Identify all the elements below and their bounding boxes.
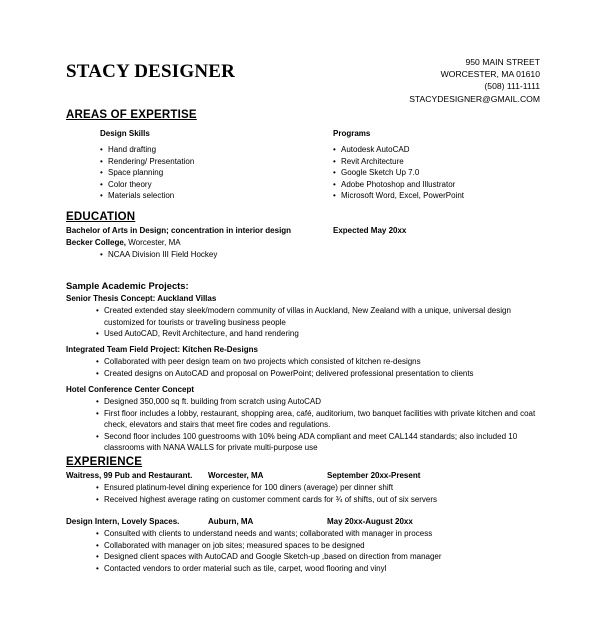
list-item: • Collaborated with manager on job sites; measured spaces to be designed — [96, 540, 442, 552]
list-item: • First floor includes a lobby, restaurant, shopping area, café, auditorium, two banquet facilities with private kitchen and coat check, elevators and stairs that meet fire codes and regulations. — [96, 408, 536, 431]
school-name: Becker College, — [66, 238, 127, 247]
job-location: Worcester, MA — [208, 471, 264, 480]
school-line — [66, 237, 181, 249]
education-heading: EDUCATION — [66, 211, 136, 223]
job-title: Waitress, 99 Pub and Restaurant. — [66, 471, 193, 480]
list-item: • Color theory — [100, 179, 194, 191]
list-item: • Materials selection — [100, 190, 194, 202]
list-item: • Hand drafting — [100, 144, 194, 156]
list-item: • Collaborated with peer design team on two projects which consisted of kitchen re-designs — [96, 356, 474, 368]
senior-project-name: Auckland Villas — [157, 294, 217, 303]
job-dates: September 20xx-Present — [327, 471, 421, 480]
hotel-project-bullets — [96, 396, 536, 454]
list-item: • Created extended stay sleek/modern community of villas in Auckland, New Zealand with a unique, universal design customized for tourists or traveling business people — [96, 305, 516, 328]
list-item: • Consulted with clients to understand needs and wants; collaborated with manager in process — [96, 528, 442, 540]
degree: Bachelor of Arts in Design; concentration in interior design — [66, 226, 292, 235]
job-location: Auburn, MA — [208, 517, 254, 526]
programs-list — [333, 144, 464, 202]
senior-project-bullets — [96, 305, 516, 340]
list-item: • Ensured platinum-level dining experience for 100 diners (average) per dinner shift — [96, 482, 437, 494]
list-item: • Adobe Photoshop and Illustrator — [333, 179, 464, 191]
email[interactable]: STACYDESIGNER@GMAIL.COM — [409, 93, 540, 104]
school-location: Worcester, MA — [128, 238, 181, 247]
senior-project-label: Senior Thesis Concept: — [66, 294, 156, 303]
list-item: • Rendering/ Presentation — [100, 156, 194, 168]
list-item: • Google Sketch Up 7.0 — [333, 167, 464, 179]
team-project-bullets — [96, 356, 474, 379]
team-project-name: Kitchen Re-Designs — [182, 345, 258, 354]
team-project-label: Integrated Team Field Project: — [66, 345, 181, 354]
list-item: • Received highest average rating on customer comment cards for ¾ of shifts, out of six servers — [96, 494, 437, 506]
address: 950 MAIN STREET — [465, 57, 540, 67]
education-bullets — [100, 249, 217, 261]
expected-date: Expected May 20xx — [333, 226, 407, 235]
projects-heading: Sample Academic Projects: — [66, 280, 189, 291]
job-dates: May 20xx-August 20xx — [327, 517, 413, 526]
design-skills-list — [100, 144, 194, 202]
list-item: • Contacted vendors to order material such as tile, carpet, wood flooring and vinyl — [96, 563, 442, 575]
list-item: • Microsoft Word, Excel, PowerPoint — [333, 190, 464, 202]
job-title: Design Intern, Lovely Spaces. — [66, 517, 180, 526]
list-item: • Created designs on AutoCAD and proposal on PowerPoint; delivered professional presentation to clients — [96, 368, 474, 380]
experience-heading: EXPERIENCE — [66, 456, 143, 468]
senior-project-title — [66, 293, 216, 305]
expertise-heading: AREAS OF EXPERTISE — [66, 109, 197, 121]
list-item: • Autodesk AutoCAD — [333, 144, 464, 156]
candidate-name: STACY DESIGNER — [66, 61, 236, 82]
programs-title: Programs — [333, 129, 371, 138]
phone: (508) 111-1111 — [484, 81, 540, 92]
list-item: • NCAA Division III Field Hockey — [100, 249, 217, 261]
list-item: • Designed client spaces with AutoCAD and Google Sketch-up ,based on direction from manager — [96, 551, 442, 563]
list-item: • Used AutoCAD, Revit Architecture, and hand rendering — [96, 328, 516, 340]
team-project-title — [66, 344, 258, 356]
design-skills-title: Design Skills — [100, 129, 150, 138]
hotel-project-title: Hotel Conference Center Concept — [66, 385, 195, 394]
list-item: • Second floor includes 100 guestrooms with 10% being ADA compliant and meet CAL144 standards; also included 10 classrooms with NANA WALLS for private multi-purpose use — [96, 431, 536, 454]
job-bullets — [96, 482, 437, 505]
city: WORCESTER, MA 01610 — [440, 69, 540, 80]
list-item: • Designed 350,000 sq ft. building from scratch using AutoCAD — [96, 396, 536, 408]
list-item: • Revit Architecture — [333, 156, 464, 168]
contact-block — [409, 56, 540, 105]
list-item: • Space planning — [100, 167, 194, 179]
job-bullets — [96, 528, 442, 574]
